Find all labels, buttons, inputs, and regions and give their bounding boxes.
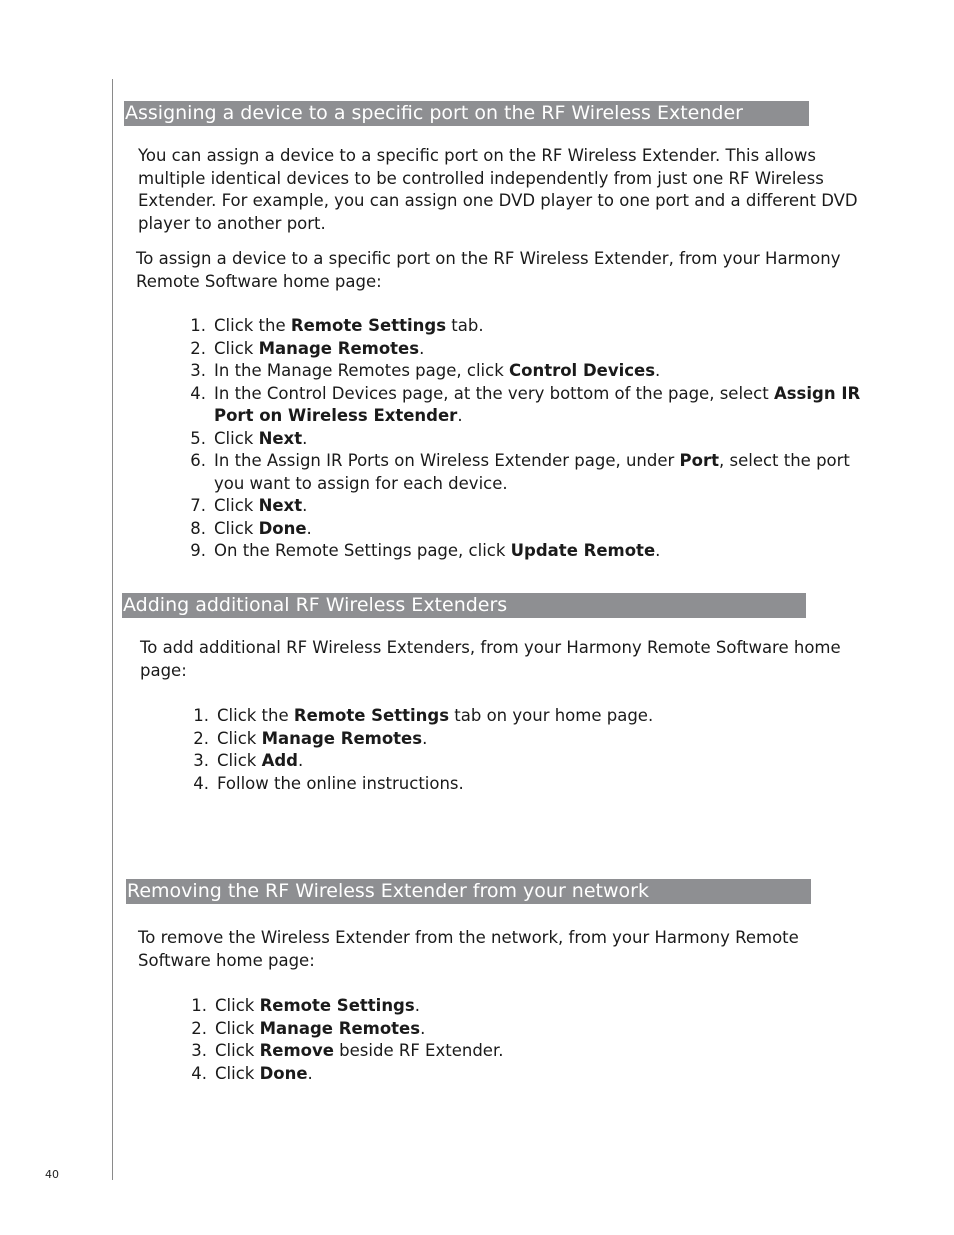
list-item: 9. On the Remote Settings page, click Update Remote. [190,541,661,560]
list-item: 2. Click Manage Remotes. [193,728,428,748]
list-item: 3. In the Manage Remotes page, click Control Devices. [190,361,661,380]
list-item: 4. Follow the online instructions. [193,773,464,793]
margin-rule [112,79,113,1180]
section-heading-remove-extender: Removing the RF Wireless Extender from your network [126,879,811,904]
list-item: 6. In the Assign IR Ports on Wireless Extender page, under Port, select the port you want to assign for each device. [190,451,850,493]
list-item: 3. Click Add. [193,751,304,770]
list-item: 7. Click Next. [190,496,308,515]
list-item: 1. Click the Remote Settings tab. [190,316,484,335]
list-item: 4. In the Control Devices page, at the very bottom of the page, select Assign IR Port on Wireless Extender. [190,383,861,425]
steps-list-remove-extender [191,995,855,1085]
instruction-paragraph: To add additional RF Wireless Extenders, from your Harmony Remote Software home page: [140,638,841,680]
list-item: 8. Click Done. [190,518,312,538]
steps-list-add-extenders [193,705,857,795]
section-heading-add-extenders: Adding additional RF Wireless Extenders [122,593,806,618]
instruction-paragraph: To remove the Wireless Extender from the network, from your Harmony Remote Software home page: [138,928,799,970]
list-item: 3. Click Remove beside RF Extender. [191,1041,504,1060]
list-item: 5. Click Next. [190,428,308,448]
instruction-paragraph: To assign a device to a specific port on the RF Wireless Extender, from your Harmony Remote Software home page: [136,249,841,291]
section-heading-assign-port: Assigning a device to a specific port on the RF Wireless Extender [124,101,809,126]
list-item: 2. Click Manage Remotes. [191,1018,426,1038]
page-number: 40 [45,1168,59,1181]
intro-paragraph: You can assign a device to a specific port on the RF Wireless Extender. This allows multiple identical devices to be controlled independently from just one RF Wireless Extender. For example, you can assign one DVD player to one port and a different DVD player to another port. [138,146,858,233]
list-item: 2. Click Manage Remotes. [190,338,425,358]
list-item: 1. Click Remote Settings. [191,996,420,1015]
list-item: 4. Click Done. [191,1063,313,1083]
list-item: 1. Click the Remote Settings tab on your home page. [193,706,654,725]
steps-list-assign-port [190,315,869,563]
